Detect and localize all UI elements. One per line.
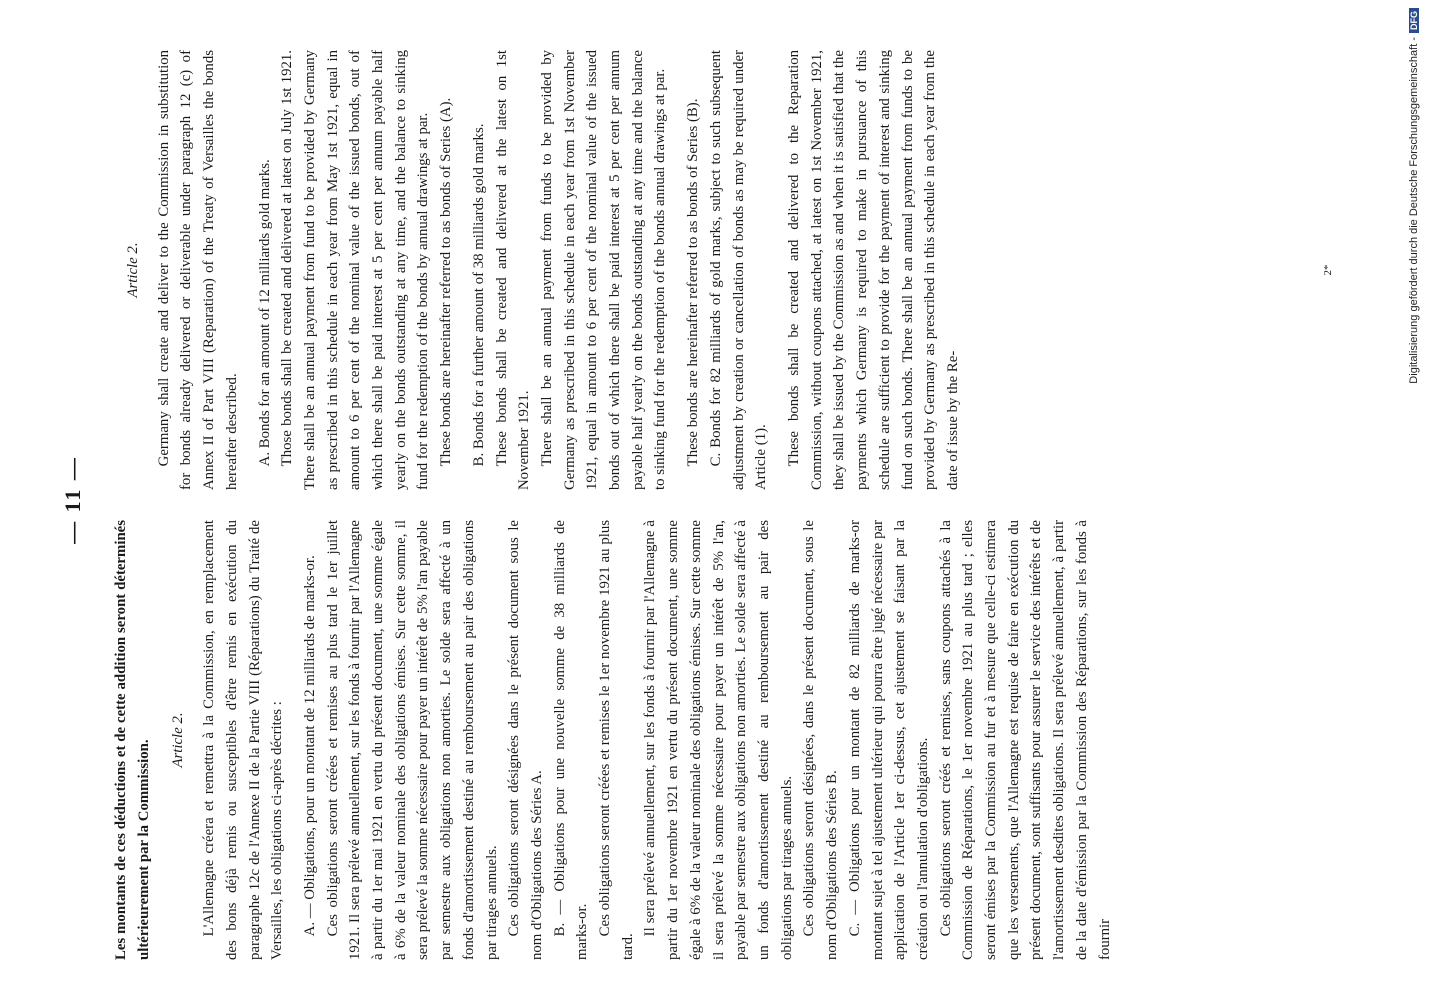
french-article-heading: Article 2. bbox=[170, 712, 187, 768]
english-c-title: C. Bonds for 82 milliards of gold marks, subject to such subsequent adjustment by creation or cancellation of bonds as may be required under Article (1). bbox=[707, 50, 770, 490]
english-a-text: Those bonds shall be created and delivered at latest on July 1st 1921. There shall be an annual payment from fund to be provided by Germany as prescribed in this schedule in each year from May 1st 1921, equal in amount to 6 per cent of the nominal value of the issued bonds, out of which there shall be paid interest at 5 per cent per annum payable half yearly on the bonds outstanding at any time, and the balance to sinking fund for the redemption of the bonds by annual drawings at par. bbox=[279, 50, 432, 490]
english-a-title: A. Bonds for an amount of 12 milliards gold marks. bbox=[256, 159, 273, 467]
dfg-logo: DFG bbox=[1409, 8, 1419, 33]
french-paragraph-1: L'Allemagne créera et remettra à la Commission, en remplacement des bons déjà remis ou susceptibles d'être remis en exécution du paragraphe 12c de l'Annexe II de la Partie VIII (Réparations) du Traité de Versailles, les obligations ci-après décrites : bbox=[201, 520, 286, 960]
english-paragraph-1: Germany shall create and deliver to the Commission in substitution for bonds already delivered or deliverable under paragraph 12 (c) of Annex II of Part VIII (Reparation) of the Treaty of Versailles the bonds hereafter described. bbox=[155, 50, 240, 490]
french-b-designation: Ces obligations seront désignées, dans le présent document, sous le nom d'Obligations des Séries B. bbox=[801, 520, 841, 960]
french-b-title: B. — Obligations pour une nouvelle somme de 38 milliards de marks-or. bbox=[551, 520, 591, 960]
french-a-title: A. — Obligations, pour un montant de 12 milliards de marks-or. bbox=[301, 555, 318, 937]
english-b-title: B. Bonds for a further amount of 38 milliards gold marks. bbox=[470, 123, 487, 467]
english-column bbox=[110, 50, 1320, 490]
french-b-text-1: Ces obligations seront créées et remises le 1er novembre 1921 au plus tard. bbox=[597, 520, 636, 960]
english-a-designation: These bonds are hereinafter referred to as bonds of Series (A). bbox=[438, 97, 455, 467]
signature-mark: 2* bbox=[1322, 264, 1334, 276]
english-article-heading: Article 2. bbox=[125, 242, 141, 298]
page-content bbox=[60, 40, 1350, 960]
english-b-text-1: These bonds shall be created and delivered at the latest on 1st November 1921. bbox=[493, 50, 533, 490]
french-c-text: Ces obligations seront créés et remises, sans coupons attachés à la Commission de Réparations, le 1er novembre 1921 au plus tard ; elles seront émises par la Commission au fur et à mesure que celle-ci estimera que les versements, que l'Allemagne est requise de faire en exécution du présent document, sont suffisants pour assurer le service des intérêts et de l'amortissement desdites obligations. Il sera prélevé annuellement, à partir de la date d'émission par la Commission des Réparations, sur les fonds à fournir bbox=[937, 520, 1113, 960]
english-b-designation: These bonds are hereinafter referred to as bonds of Series (B). bbox=[685, 98, 702, 467]
digitization-credit bbox=[1406, 8, 1428, 988]
french-intro: Les montants de ces déductions et de cette addition seront déterminés ultérieurement par la Commission. bbox=[113, 520, 152, 960]
french-column bbox=[110, 520, 1320, 960]
english-b-text-2: There shall be an annual payment from funds to be provided by Germany as prescribed in this schedule in each year from 1st November 1921, equal in amount to 6 per cent of the nominal value of the issued bonds out of which there shall be paid interest at 5 per cent per annum payable half yearly on the bonds outstanding at any time and the balance to sinking fund for the redemption of the bonds annual drawings at par. bbox=[538, 50, 669, 490]
digitization-credit-text bbox=[1408, 8, 1426, 988]
french-a-designation: Ces obligations seront désignées dans le présent document sous le nom d'Obligations des Séries A. bbox=[506, 520, 545, 960]
credit-label: Digitalisierung gefördert durch die Deutsche Forschungsgemeinschaft - bbox=[1408, 37, 1420, 384]
page-number: — 11 — bbox=[60, 456, 85, 544]
french-c-title: C. — Obligations pour un montant de 82 milliards de marks-or montant sujet à tel ajustement ultérieur qui pourra être jugé nécessaire par application de l'Article 1er ci-dessus, cet ajustement se faisant par la création ou l'annulation d'obligations. bbox=[846, 520, 931, 960]
french-a-text: Ces obligations seront créées et remises au plus tard le 1er juillet 1921. Il sera prélevé annuellement, sur les fonds à fournir par l'Allemagne à partir du 1er mai 1921 en vertu du présent document, une somme égale à 6% de la valeur nominale des obligations émises. Sur cette somme, il sera prélevé la somme nécessaire pour payer un intérêt de 5% l'an payable par semestre aux obligations non amorties. Le solde sera affecté à un fonds d'amortissement destiné au remboursement au pair des obligations par tirages annuels. bbox=[324, 520, 500, 960]
rotated-page bbox=[60, 40, 1350, 960]
french-b-text-2: Il sera prélevé annuellement, sur les fonds à fournir par l'Allemagne à partir du 1er novembre 1921 en vertu du présent document, une somme égale à 6% de la valeur nominale des obligations émises. Sur cette somme il sera prélevé la somme nécessaire pour payer un intérêt de 5% l'an, payable par semestre aux obligations non amorties. Le solde sera affecté à un fonds d'amortissement destiné au remboursement au pair des obligations par tirages annuels. bbox=[642, 520, 795, 960]
english-c-text: These bonds shall be created and delivered to the Reparation Commission, without coupons attached, at latest on 1st November 1921, they shall be issued by the Commission as and when it is satisfied that the payments which Germany is required to make in pursuance of this schedule are sufficient to provide for the payment of interest and sinking fund on such bonds. There shall be an annual payment from funds to be provided by Germany as prescribed in this schedule in each year from the date of issue by the Re- bbox=[785, 50, 961, 490]
